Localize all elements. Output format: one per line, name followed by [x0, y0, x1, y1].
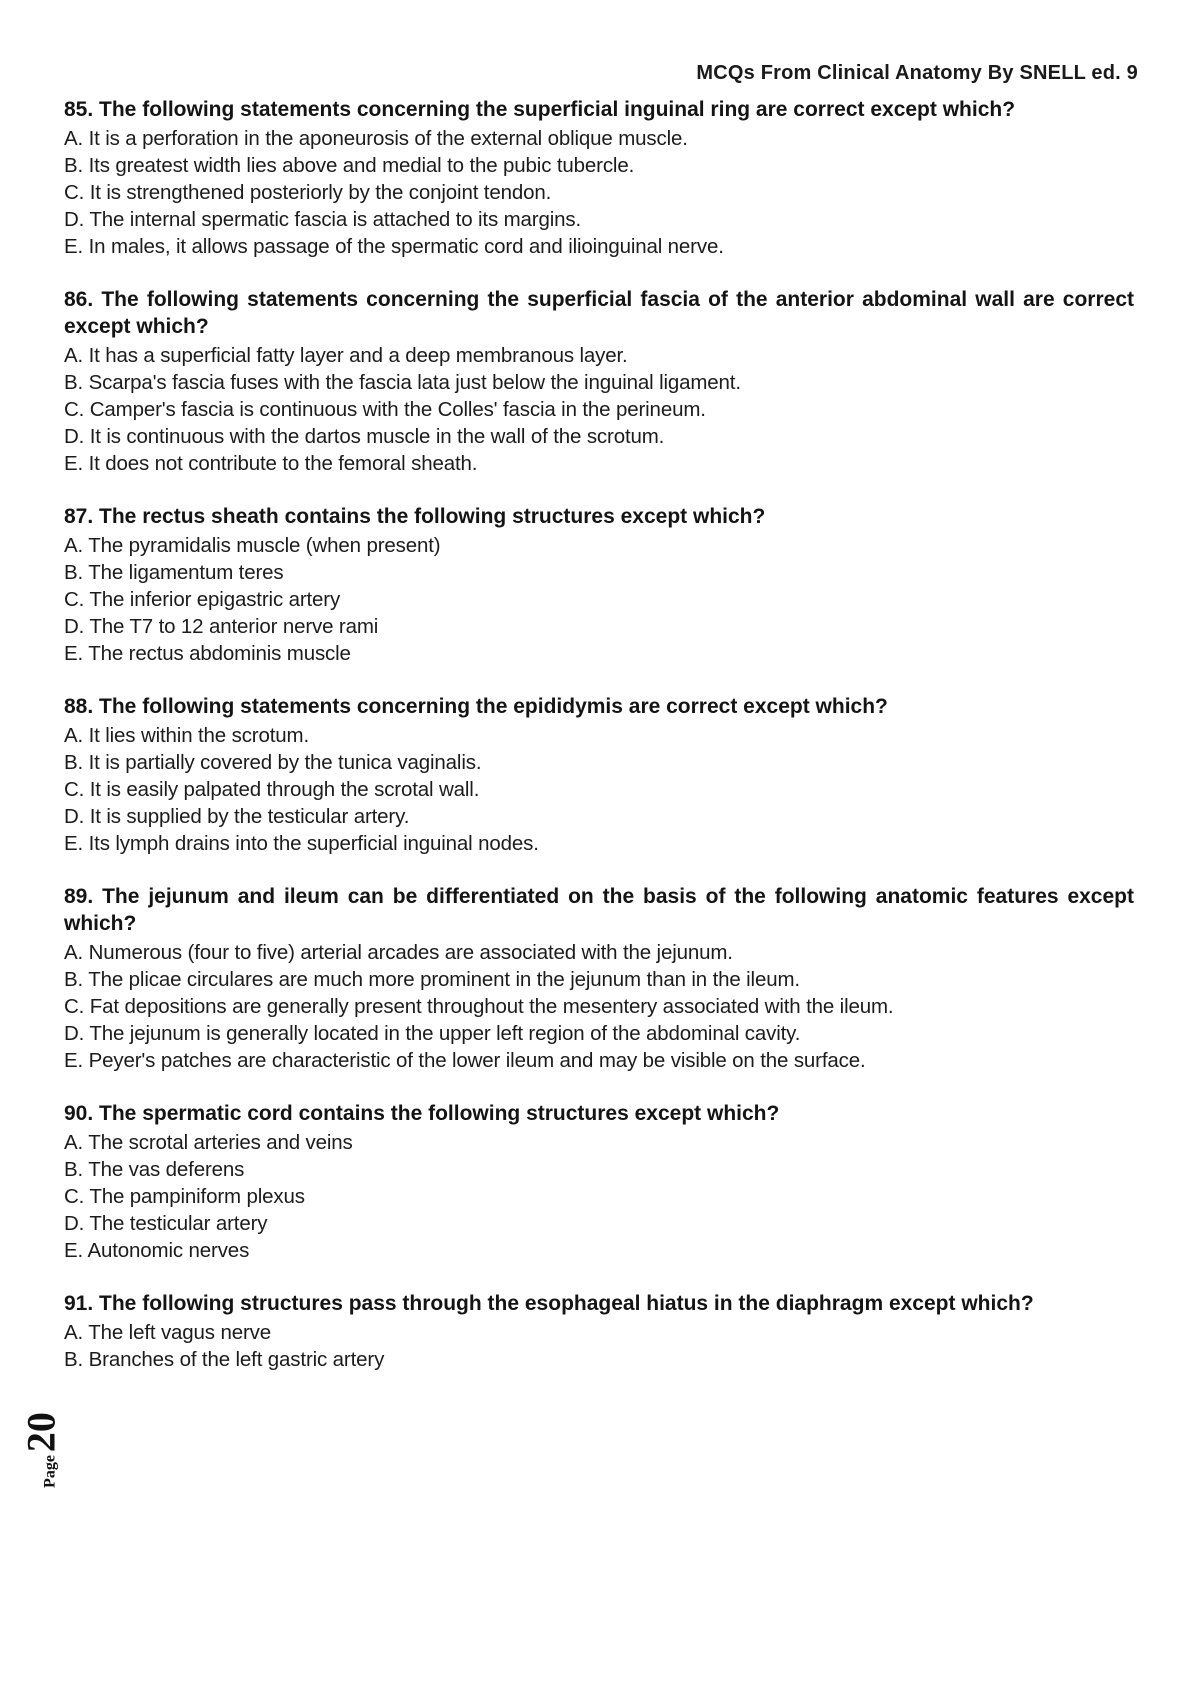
- answer-option: B. The plicae circulares are much more prominent in the jejunum than in the ileum.: [64, 968, 800, 991]
- answer-option: D. The internal spermatic fascia is attached to its margins.: [64, 208, 582, 231]
- answer-option: B. Branches of the left gastric artery: [64, 1348, 385, 1371]
- page-number-label: [18, 1390, 64, 1510]
- answer-option: A. It has a superficial fatty layer and a deep membranous layer.: [64, 344, 628, 367]
- answer-option: E. Its lymph drains into the superficial inguinal nodes.: [64, 832, 539, 855]
- answer-option: B. The vas deferens: [64, 1158, 245, 1181]
- question-stem: 85. The following statements concerning the superficial inguinal ring are correct except which?: [64, 98, 1016, 121]
- answer-option: E. It does not contribute to the femoral sheath.: [64, 452, 478, 475]
- question-90: [64, 1100, 1134, 1264]
- answer-option: C. The inferior epigastric artery: [64, 588, 341, 611]
- answer-option: A. The left vagus nerve: [64, 1321, 271, 1344]
- answer-option: A. The scrotal arteries and veins: [64, 1131, 353, 1154]
- answer-option: B. Its greatest width lies above and medial to the pubic tubercle.: [64, 154, 635, 177]
- question-list: [64, 96, 1134, 1399]
- answer-options: [64, 1129, 1134, 1264]
- question-89: [64, 883, 1134, 1074]
- answer-option: B. Scarpa's fascia fuses with the fascia lata just below the inguinal ligament.: [64, 371, 741, 394]
- answer-option: C. It is strengthened posteriorly by the conjoint tendon.: [64, 181, 552, 204]
- answer-option: A. It is a perforation in the aponeurosis of the external oblique muscle.: [64, 127, 688, 150]
- question-86: [64, 286, 1134, 477]
- answer-option: C. It is easily palpated through the scrotal wall.: [64, 778, 480, 801]
- question-stem: 90. The spermatic cord contains the following structures except which?: [64, 1102, 780, 1125]
- answer-option: E. The rectus abdominis muscle: [64, 642, 351, 665]
- answer-option: A. Numerous (four to five) arterial arcades are associated with the jejunum.: [64, 941, 733, 964]
- question-stem: 88. The following statements concerning the epididymis are correct except which?: [64, 695, 888, 718]
- page-header: MCQs From Clinical Anatomy By SNELL ed. 9: [696, 62, 1138, 84]
- answer-option: E. Autonomic nerves: [64, 1239, 250, 1262]
- answer-options: [64, 532, 1134, 667]
- answer-options: [64, 939, 1134, 1074]
- answer-option: D. It is continuous with the dartos muscle in the wall of the scrotum.: [64, 425, 665, 448]
- answer-option: A. It lies within the scrotum.: [64, 724, 310, 747]
- answer-options: [64, 342, 1134, 477]
- question-87: [64, 503, 1134, 667]
- answer-options: [64, 1319, 1134, 1373]
- question-88: [64, 693, 1134, 857]
- answer-option: D. The T7 to 12 anterior nerve rami: [64, 615, 379, 638]
- answer-option: E. In males, it allows passage of the spermatic cord and ilioinguinal nerve.: [64, 235, 724, 258]
- answer-options: [64, 125, 1134, 260]
- answer-option: D. It is supplied by the testicular artery.: [64, 805, 410, 828]
- answer-option: B. It is partially covered by the tunica vaginalis.: [64, 751, 482, 774]
- answer-options: [64, 722, 1134, 857]
- question-stem: 91. The following structures pass through the esophageal hiatus in the diaphragm except which?: [64, 1292, 1034, 1315]
- answer-option: A. The pyramidalis muscle (when present): [64, 534, 441, 557]
- answer-option: C. The pampiniform plexus: [64, 1185, 305, 1208]
- answer-option: C. Camper's fascia is continuous with the Colles' fascia in the perineum.: [64, 398, 706, 421]
- question-stem: 87. The rectus sheath contains the following structures except which?: [64, 505, 766, 528]
- answer-option: D. The testicular artery: [64, 1212, 268, 1235]
- page-word: Page: [41, 1455, 59, 1488]
- answer-option: B. The ligamentum teres: [64, 561, 284, 584]
- question-91: [64, 1290, 1134, 1373]
- answer-option: E. Peyer's patches are characteristic of the lower ileum and may be visible on the surface.: [64, 1049, 866, 1072]
- page-number: 20: [18, 1412, 64, 1453]
- answer-option: D. The jejunum is generally located in the upper left region of the abdominal cavity.: [64, 1022, 801, 1045]
- question-stem: 89. The jejunum and ileum can be differentiated on the basis of the following anatomic features except which?: [64, 885, 1134, 935]
- question-stem: 86. The following statements concerning the superficial fascia of the anterior abdominal wall are correct except which?: [64, 288, 1134, 338]
- answer-option: C. Fat depositions are generally present throughout the mesentery associated with the ileum.: [64, 995, 894, 1018]
- question-85: [64, 96, 1134, 260]
